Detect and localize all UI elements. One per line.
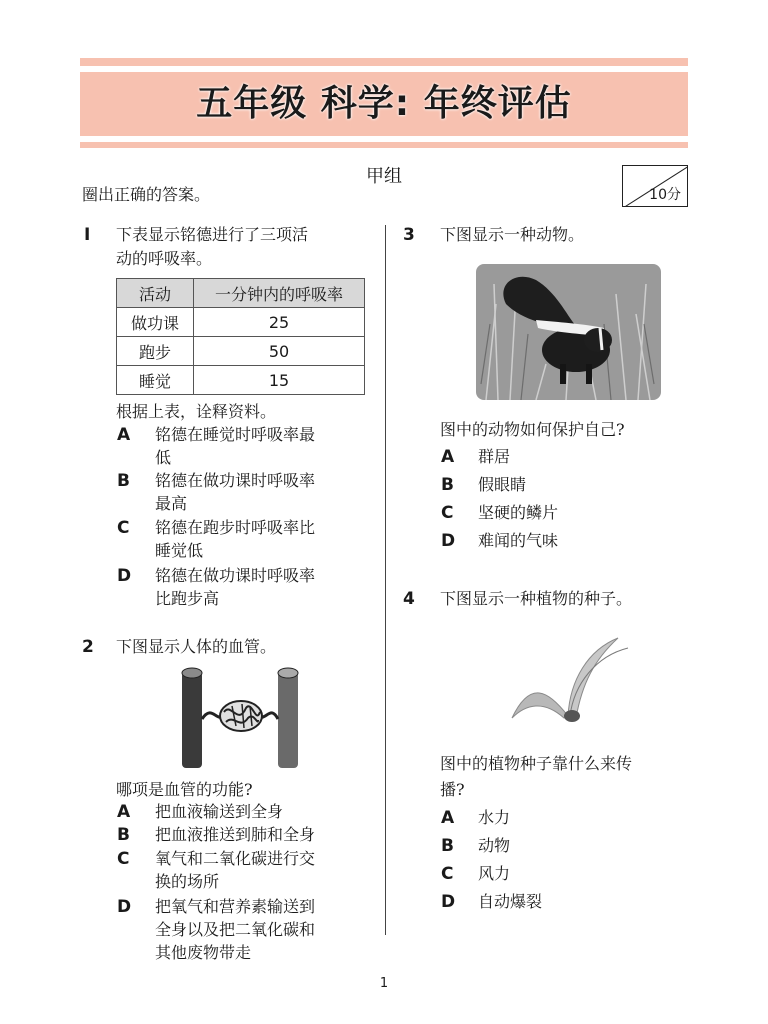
table-cell-activity: 做功课 bbox=[117, 308, 194, 337]
table-cell-rate: 25 bbox=[194, 308, 365, 337]
instruction-text: 圈出正确的答案。 bbox=[82, 185, 211, 204]
option-letter[interactable]: B bbox=[441, 836, 454, 856]
question-stem: 下图显示一种动物。 bbox=[440, 225, 585, 244]
question-stem: 动的呼吸率。 bbox=[116, 249, 213, 268]
option-text[interactable]: 最高 bbox=[155, 494, 188, 513]
table-row bbox=[117, 308, 365, 337]
option-text[interactable]: 铭德在做功课时呼吸率 bbox=[155, 566, 316, 585]
option-letter[interactable]: B bbox=[117, 471, 130, 491]
option-letter[interactable]: A bbox=[441, 808, 455, 828]
option-text[interactable]: 全身以及把二氧化碳和 bbox=[155, 920, 316, 939]
option-text[interactable]: 氧气和二氧化碳进行交 bbox=[155, 849, 316, 868]
page-title: 五年级 科学: 年终评估 bbox=[196, 83, 572, 124]
option-letter[interactable]: A bbox=[117, 802, 131, 822]
question-number: 3 bbox=[403, 225, 415, 245]
option-letter[interactable]: C bbox=[441, 864, 454, 884]
column-divider bbox=[385, 225, 386, 935]
option-text[interactable]: 铭德在做功课时呼吸率 bbox=[155, 471, 316, 490]
question-number: 2 bbox=[82, 637, 94, 657]
option-text[interactable]: 群居 bbox=[478, 447, 511, 466]
table-header-row bbox=[117, 279, 365, 308]
artery-shape bbox=[182, 672, 202, 768]
option-letter[interactable]: B bbox=[117, 825, 130, 845]
section-title: 甲组 bbox=[366, 166, 402, 187]
question-number: 4 bbox=[403, 589, 415, 609]
option-letter[interactable]: D bbox=[441, 892, 456, 912]
table-cell-rate: 15 bbox=[194, 366, 365, 395]
option-text[interactable]: 风力 bbox=[478, 864, 511, 883]
option-text[interactable]: 铭德在睡觉时呼吸率最 bbox=[155, 425, 316, 444]
question-number: I bbox=[84, 225, 91, 245]
option-letter[interactable]: C bbox=[117, 849, 130, 869]
table-header: 活动 bbox=[117, 279, 194, 308]
option-text[interactable]: 比跑步高 bbox=[155, 589, 220, 608]
question-prompt: 播? bbox=[440, 780, 465, 799]
table-header: 一分钟内的呼吸率 bbox=[194, 279, 365, 308]
option-letter[interactable]: A bbox=[441, 447, 455, 467]
seed-body bbox=[564, 710, 580, 722]
question-prompt: 哪项是血管的功能? bbox=[116, 780, 253, 799]
skunk-photo bbox=[476, 264, 661, 400]
option-letter[interactable]: D bbox=[117, 566, 132, 586]
option-text[interactable]: 动物 bbox=[478, 836, 511, 855]
banner-stripe-top bbox=[80, 58, 688, 66]
option-text[interactable]: 坚硬的鳞片 bbox=[478, 503, 559, 522]
vein-shape bbox=[278, 672, 298, 768]
score-box bbox=[622, 165, 688, 207]
blood-vessel-illustration bbox=[176, 664, 306, 772]
question-prompt: 图中的动物如何保护自己? bbox=[440, 420, 625, 439]
winged-seed-photo bbox=[478, 620, 658, 740]
option-letter[interactable]: C bbox=[117, 518, 130, 538]
seed-wing-left bbox=[512, 693, 568, 718]
table-row bbox=[117, 366, 365, 395]
option-text[interactable]: 换的场所 bbox=[155, 872, 220, 891]
option-text[interactable]: 睡觉低 bbox=[155, 541, 204, 560]
table-cell-activity: 跑步 bbox=[117, 337, 194, 366]
option-text[interactable]: 自动爆裂 bbox=[478, 892, 543, 911]
table-cell-activity: 睡觉 bbox=[117, 366, 194, 395]
option-letter[interactable]: D bbox=[441, 531, 456, 551]
option-text[interactable]: 水力 bbox=[478, 808, 511, 827]
option-text[interactable]: 低 bbox=[155, 448, 172, 467]
option-text[interactable]: 其他废物带走 bbox=[155, 943, 252, 962]
option-letter[interactable]: B bbox=[441, 475, 454, 495]
capillary-bed bbox=[220, 701, 262, 731]
page-number: 1 bbox=[379, 976, 389, 991]
banner-stripe-bottom bbox=[80, 142, 688, 148]
option-text[interactable]: 铭德在跑步时呼吸率比 bbox=[155, 518, 316, 537]
option-text[interactable]: 把血液输送到全身 bbox=[155, 802, 284, 821]
option-letter[interactable]: D bbox=[117, 897, 132, 917]
option-text[interactable]: 难闻的气味 bbox=[478, 531, 559, 550]
option-letter[interactable]: C bbox=[441, 503, 454, 523]
skunk-head bbox=[584, 328, 612, 352]
option-text[interactable]: 把氧气和营养素输送到 bbox=[155, 897, 316, 916]
artery-opening bbox=[182, 668, 202, 678]
vein-opening bbox=[278, 668, 298, 678]
table-row bbox=[117, 337, 365, 366]
question-stem: 下表显示铭德进行了三项活 bbox=[116, 225, 309, 244]
question-stem: 下图显示人体的血管。 bbox=[116, 637, 277, 656]
score-value: 10分 bbox=[649, 187, 681, 203]
question-prompt: 图中的植物种子靠什么来传 bbox=[440, 754, 633, 773]
table-cell-rate: 50 bbox=[194, 337, 365, 366]
seed-wing-right bbox=[568, 638, 618, 718]
option-text[interactable]: 把血液推送到肺和全身 bbox=[155, 825, 316, 844]
question-prompt: 根据上表，诠释资料。 bbox=[116, 402, 277, 421]
title-banner bbox=[80, 58, 688, 148]
breathing-rate-table bbox=[116, 278, 365, 395]
question-stem: 下图显示一种植物的种子。 bbox=[440, 589, 633, 608]
option-letter[interactable]: A bbox=[117, 425, 131, 445]
option-text[interactable]: 假眼睛 bbox=[478, 475, 527, 494]
